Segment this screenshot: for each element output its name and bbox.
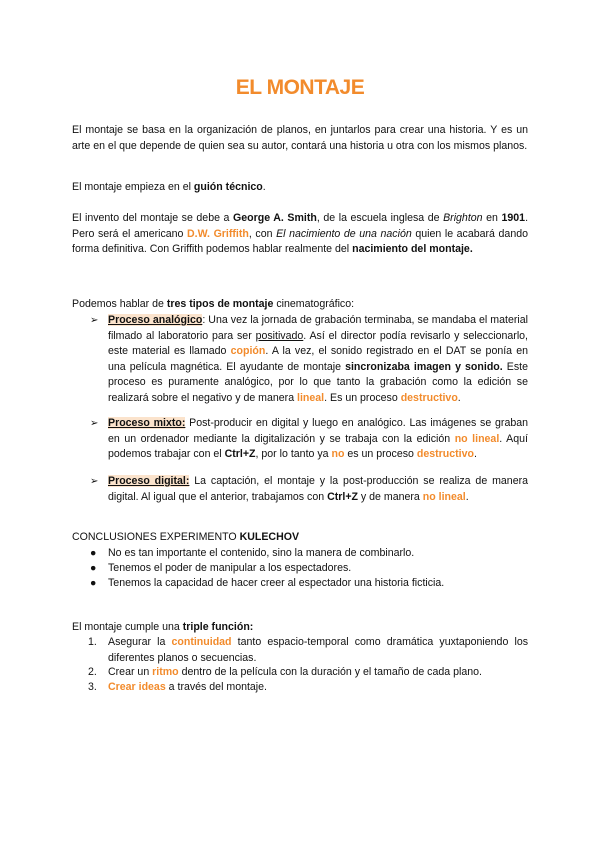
conclusiones-heading: CONCLUSIONES EXPERIMENTO KULECHOV — [72, 531, 300, 543]
conclusion-item: ● Tenemos el poder de manipular a los espectadores. — [108, 561, 528, 577]
guion-paragraph: El montaje empieza en el guión técnico. — [72, 181, 266, 193]
arrow-bullet-icon: ➢ — [90, 418, 99, 429]
arrow-bullet-icon: ➢ — [90, 476, 99, 487]
invento-paragraph: El invento del montaje se debe a George A. Smith, de la escuela inglesa de Brighton en 1901. Pero será el americano D.W. Griffith, con El nacimiento de una nación quien le acabará dando forma definitiva. Con Griffith podemos hablar realmente del nacimiento del montaje. — [72, 212, 529, 255]
list-item-analogico: ➢ Proceso analógico: Una vez la jornada de grabación terminaba, se mandaba el material filmado al laboratorio para ser positivado. Así el director podía revisarlo y seleccionarlo, este material es llamado copión. A la vez, el sonido registrado en el DAT se ponía en una película magnética. El ayudante de montaje sincronizaba imagen y sonido. Este proceso es puramente analógico, por lo que tanto la grabación como la edición se realizará sobre el negativo y de manera lineal. Es un proceso destructivo. — [90, 314, 529, 404]
funcion-item: 2. Crear un ritmo dentro de la película con la duración y el tamaño de cada plano. — [88, 666, 482, 678]
page-title: EL MONTAJE — [235, 76, 365, 99]
conclusion-item: ● No es tan importante el contenido, sino la manera de combinarlo. — [108, 546, 528, 562]
intro-paragraph: El montaje se basa en la organización de planos, en juntarlos para crear una historia. Y es un arte en el que depende de quien sea su autor, contará una historia u otra con los mismos planos. — [72, 124, 528, 152]
list-item-digital: ➢ Proceso digital: La captación, el montaje y la post-producción se realiza de manera digital. Al igual que el anterior, trabajamos con Ctrl+Z y de manera no lineal. — [90, 475, 529, 503]
funcion-item: 1. Asegurar la continuidad tanto espacio-temporal como dramática yuxtaponiendo los diferentes planos o secuencias. — [88, 636, 529, 664]
bullet-dot-icon: ● — [90, 562, 97, 574]
bullet-dot-icon: ● — [90, 547, 97, 559]
arrow-bullet-icon: ➢ — [90, 315, 99, 326]
funcion-item: 3. Crear ideas a través del montaje. — [88, 681, 268, 693]
bullet-dot-icon: ● — [90, 577, 97, 589]
conclusion-item: ● Tenemos la capacidad de hacer creer al espectador una historia ficticia. — [108, 576, 528, 592]
list-item-mixto: ➢ Proceso mixto: Post-producir en digital y luego en analógico. Las imágenes se graban en un ordenador mediante la digitalización y se trabaja con la edición no lineal. Aquí podemos trabajar con el Ctrl+Z, por lo tanto ya no es un proceso destructivo. — [90, 417, 529, 460]
funcion-heading: El montaje cumple una triple función: — [72, 621, 254, 633]
guion-bold: guión técnico — [193, 181, 263, 193]
tipos-intro: Podemos hablar de tres tipos de montaje cinematográfico: — [72, 298, 355, 310]
